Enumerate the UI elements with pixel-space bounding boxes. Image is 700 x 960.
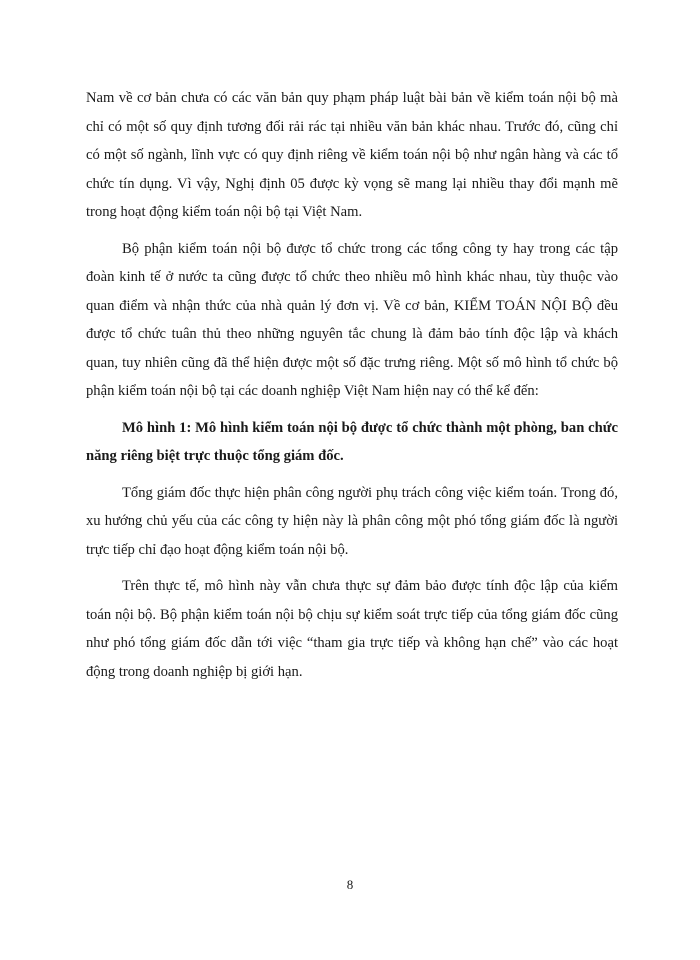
page-number: 8 — [346, 877, 354, 892]
paragraph-independence-limitations: Trên thực tế, mô hình này vẫn chưa thực sự đảm bảo được tính độc lập của kiểm toán nội bộ. Bộ phận kiểm toán nội bộ chịu sự kiểm soát trực tiếp của tổng giám đốc cũng như phó tổng giám đốc dẫn tới việc “tham gia trực tiếp và không hạn chế” vào các hoạt động trong doanh nghiệp bị giới hạn. — [86, 578, 618, 680]
document-body — [86, 84, 618, 694]
paragraph-ceo-assignment: Tổng giám đốc thực hiện phân công người phụ trách công việc kiểm toán. Trong đó, xu hướng chủ yếu của các công ty hiện này là phân công một phó tổng giám đốc là người trực tiếp chỉ đạo hoạt động kiểm toán nội bộ. — [86, 484, 618, 558]
paragraph-organization-models: Bộ phận kiểm toán nội bộ được tổ chức trong các tổng công ty hay trong các tập đoàn kinh tế ở nước ta cũng được tổ chức theo nhiều mô hình khác nhau, tùy thuộc vào quan điểm và nhận thức của nhà quản lý đơn vị. Về cơ bản, KIỂM TOÁN NỘI BỘ đều được tổ chức tuân thủ theo những nguyên tắc chung là đảm bảo tính độc lập và khách quan, tuy nhiên cũng đã thể hiện được một số đặc trưng riêng. Một số mô hình tổ chức bộ phận kiểm toán nội bộ tại các doanh nghiệp Việt Nam hiện nay có thể kể đến: — [86, 240, 618, 399]
paragraph-continuation: Nam về cơ bản chưa có các văn bản quy phạm pháp luật bài bản về kiểm toán nội bộ mà chỉ có một số quy định tương đối rải rác tại nhiều văn bản khác nhau. Trước đó, cũng chỉ có một số ngành, lĩnh vực có quy định riêng về kiểm toán nội bộ như ngân hàng và các tổ chức tín dụng. Vì vậy, Nghị định 05 được kỳ vọng sẽ mang lại nhiều thay đổi mạnh mẽ trong hoạt động kiểm toán nội bộ tại Việt Nam. — [86, 90, 618, 220]
section-heading-model-1: Mô hình 1: Mô hình kiểm toán nội bộ được tổ chức thành một phòng, ban chức năng riêng biệt trực thuộc tổng giám đốc. — [86, 419, 618, 464]
